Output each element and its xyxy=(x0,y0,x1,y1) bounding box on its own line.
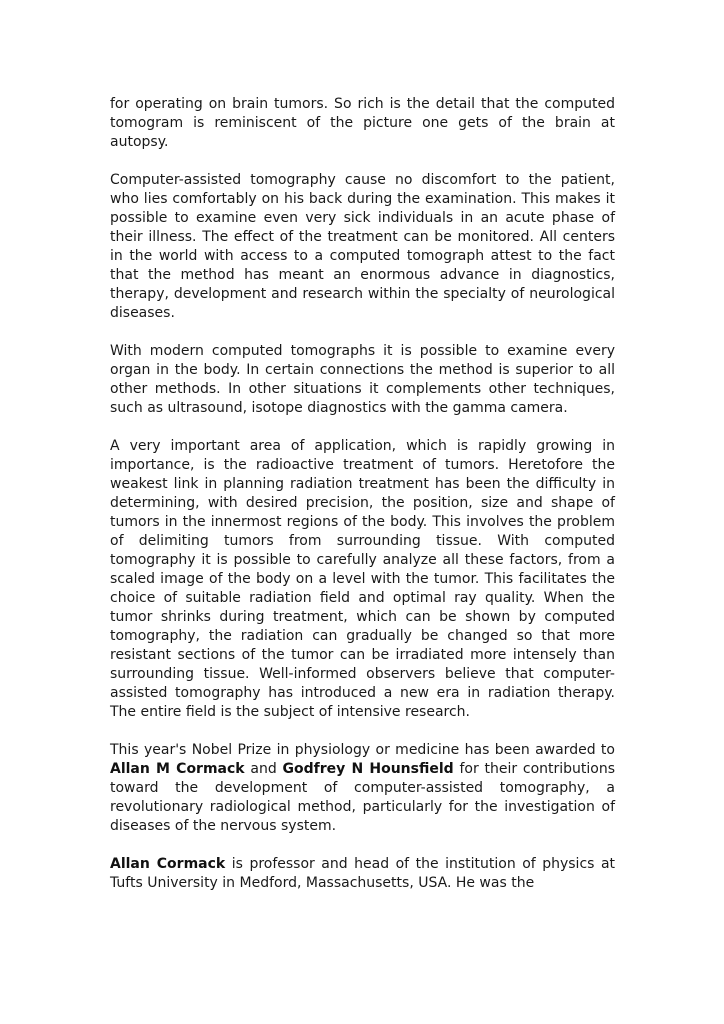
document-body xyxy=(110,95,615,912)
paragraph-brain-tumors: for operating on brain tumors. So rich is the detail that the computed tomogram is reminiscent of the picture one gets of the brain at autopsy. xyxy=(110,96,615,150)
paragraph-cormack-bio xyxy=(110,855,615,893)
paragraph-modern-tomographs: With modern computed tomographs it is possible to examine every organ in the body. In certain connections the method is superior to all other methods. In other situations it complements other techniques, such as ultrasound, isotope diagnostics with the gamma camera. xyxy=(110,343,615,416)
nobel-intro-text: This year's Nobel Prize in physiology or medicine has been awarded to xyxy=(110,742,615,758)
paragraph-radiation-treatment: A very important area of application, which is rapidly growing in importance, is the radioactive treatment of tumors. Heretofore the weakest link in planning radiation treatment has been the difficulty in determining, with desired precision, the position, size and shape of tumors in the innermost regions of the body. This involves the problem of delimiting tumors from surrounding tissue. With computed tomography it is possible to carefully analyze all these factors, from a scaled image of the body on a level with the tumor. This facilitates the choice of suitable radiation field and optimal ray quality. When the tumor shrinks during treatment, which can be shown by computed tomography, the radiation can gradually be changed so that more resistant sections of the tumor can be irradiated more intensely than surrounding tissue. Well-informed observers believe that computer-assisted tomography has introduced a new era in radiation therapy. The entire field is the subject of intensive research. xyxy=(110,438,615,720)
laureate-name-cormack: Allan M Cormack xyxy=(110,761,245,777)
paragraph-patient-comfort: Computer-assisted tomography cause no discomfort to the patient, who lies comfortably on his back during the examination. This makes it possible to examine even very sick individuals in an acute phase of their illness. The effect of the treatment can be monitored. All centers in the world with access to a computed tomograph attest to the fact that the method has meant an enormous advance in diagnostics, therapy, development and research within the specialty of neurological diseases. xyxy=(110,172,615,321)
paragraph-nobel-prize xyxy=(110,741,615,836)
bio-text: is professor and head of the institution of physics at Tufts University in Medford, Massachusetts, USA. He was the xyxy=(110,856,616,891)
bio-name-cormack: Allan Cormack xyxy=(110,856,226,872)
nobel-conjunction-text: and xyxy=(250,761,277,777)
laureate-name-hounsfield: Godfrey N Hounsfield xyxy=(282,761,454,777)
nobel-contribution-text: for their contributions toward the development of computer-assisted tomography, a revolutionary radiological method, particularly for the investigation of diseases of the nervous system. xyxy=(110,761,616,834)
